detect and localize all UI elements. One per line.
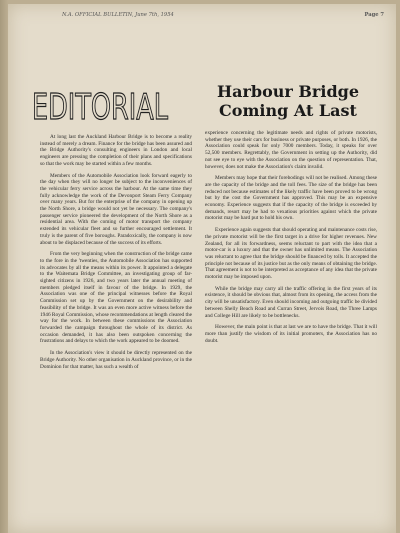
paragraph: At long last the Auckland Harbour Bridge is to become a reality instead of merely a dream. Finance for the bridge has been assured and the Bridge Authority's consulting engineers in London and local engineers are pressing the completion of their plans and specifications so that the work may be started within a few months. xyxy=(40,134,192,167)
paragraph: experience concerning the legitimate needs and rights of private motorists, whether they use their cars for business or private purposes, or both. In 1926, the Association could speak for only 7000 members. Today, it speaks for over 52,500 members. Regrettably, the Government in setting up the Authority, did not see eye to eye with the Association on the question of representation. That, however, does not make the Association's claim invalid. xyxy=(205,130,377,170)
paragraph: From the very beginning when the construction of the bridge came to the fore in the 'twenties, the Automobile Association has supported its advocates by all the means within its power. It appointed a delegate to the Waitemata Bridge Committee, an investigating group of far-sighted citizens in 1926, and two years later the annual meeting of members pledged itself in favour of the bridge. In 1929, the Association was one of the principal witnesses before the Royal Commission set up by the Government on the desirability and feasibility of the bridge. It was an even more active witness before the 1946 Royal Commission, whose recommendations at length cleared the way for the work. In between these commissions the Association forwarded the campaign throughout the whole of its district. As occasion demanded, it has also been outspoken concerning the frustrations and delays to which the work appeared to be doomed. xyxy=(40,251,192,345)
paragraph: Members of the Automobile Association look forward eagerly to the day when they will no longer be subject to the inconveniences of the vehicular ferry service across the harbour. At the same time they fully acknowledge the work of the Devonport Steam Ferry Company over many years. But for the enterprise of the company in opening up the North Shore, a bridge would not yet be necessary. The company's passenger service pioneered the development of the North Shore as a residential area. With the coming of motor transport the company extended its vehicular fleet and so further encouraged settlement. It truly is the parent of five boroughs. Paradoxically, the company is now about to be displaced because of the success of its efforts. xyxy=(40,172,192,246)
paragraph: While the bridge may carry all the traffic offering in the first years of its existence, it should be obvious that, almost from its opening, the access from the city will be unsatisfactory. Even should incoming and outgoing traffic be divided between Shelly Beach Road and Curran Street, Jervois Road, the Three Lamps and College Hill are likely to be bottlenecks. xyxy=(205,285,377,319)
editorial-masthead xyxy=(30,86,170,126)
right-column xyxy=(205,130,377,349)
paragraph: Members may hope that their forebodings will not be realised. Among these are the capacity of the bridge and the toll fees. The size of the bridge has been reduced not because estimates of the likely traffic have been proved to be wrong but by the cost the Government has approved. This may be an expensive economy. Experience suggests that if the capacity of the bridge is exceeded by demands, resort may be had to vexatious priorities against which the private motorist may be hard put to hold his own. xyxy=(205,175,377,222)
bulletin-date: N.A. OFFICIAL BULLETIN, June 7th, 1954 xyxy=(62,12,174,18)
headline-line-2: Coming At Last xyxy=(219,101,357,120)
headline xyxy=(198,82,378,120)
page-number: Page 7 xyxy=(364,12,384,18)
headline-line-1: Harbour Bridge xyxy=(217,82,359,101)
paragraph: In the Association's view it should be directly represented on the Bridge Authority. No other organisation in Auckland province, or in the Dominion for that matter, has such a wealth of xyxy=(40,350,192,370)
newspaper-page xyxy=(8,4,396,533)
page-header xyxy=(62,12,384,24)
editorial-outline-lettering xyxy=(30,86,170,126)
paragraph: Experience again suggests that should operating and maintenance costs rise, the private motorist will be the first target in a drive for higher revenues. New Zealand, for all its forwardness, seems reluctant to part with the idea that a motor-car is a luxury and that the owner has unlimited means. The Association was reluctant to agree that the bridge should be financed by tolls. It accepted the principle not because of its justice but as the only means of obtaining the bridge. That agreement is not to be interpreted as acceptance of any idea that the private motorist may be imposed upon. xyxy=(205,227,377,281)
editorial-label: EDITORIAL xyxy=(32,87,168,128)
paragraph: However, the main point is that at last we are to have the bridge. That it will more than justify the wisdom of its initial promoters, the Association has no doubt. xyxy=(205,324,377,344)
page-edge-shadow xyxy=(0,0,8,533)
left-column xyxy=(40,134,192,375)
